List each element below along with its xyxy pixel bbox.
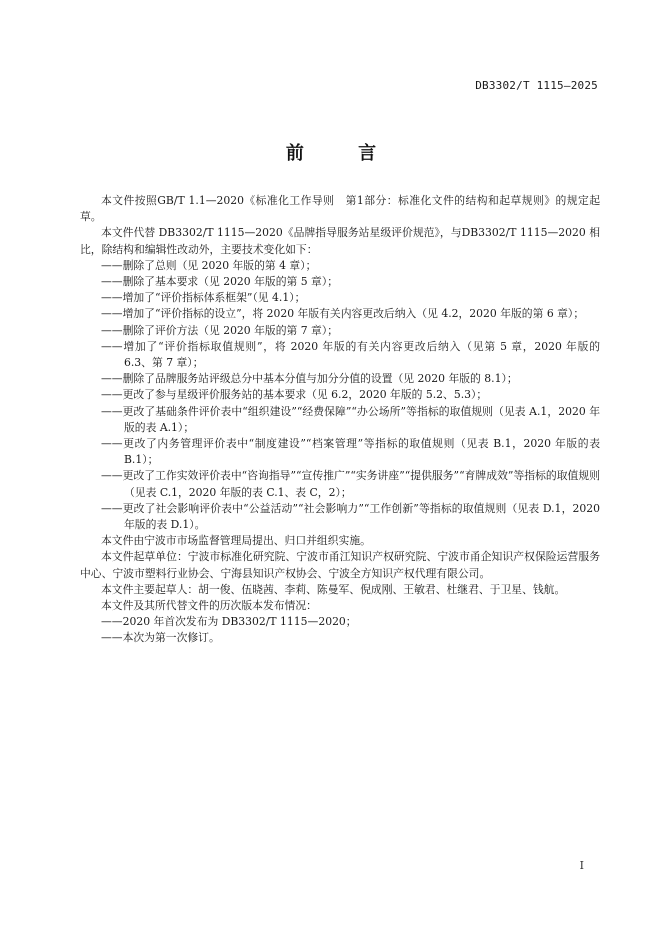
body-paragraph: 本文件由宁波市市场监督管理局提出、归口并组织实施。	[101, 534, 371, 548]
change-list-item: ——增加了“评价指标体系框架”（见 4.1）；	[101, 291, 306, 305]
body-paragraph: 本文件起草单位：宁波市标准化研究院、宁波市甬江知识产权研究院、宁波市甬企知识产权保险运营服务中心、宁波市塑料行业协会、宁海县知识产权协会、宁波全方知识产权代理有限公司。	[80, 550, 600, 580]
change-list-item: ——删除了基本要求（见 2020 年版的第 5 章）；	[101, 275, 339, 289]
change-list-item: ——删除了评价方法（见 2020 年版的第 7 章）；	[101, 323, 339, 337]
change-list-item: ——2020 年首次发布为 DB3302/T 1115—2020；	[101, 615, 357, 629]
document-code: DB3302/T 1115—2025	[475, 79, 598, 92]
change-list-item: ——增加了“评价指标取值规则”，将 2020 年版的有关内容更改后纳入（见第 5 章，2020 年版的 6.3、第 7 章）；	[101, 339, 600, 370]
change-list-item: ——更改了参与星级评价服务站的基本要求（见 6.2，2020 年版的 5.2、5.3）；	[101, 388, 488, 402]
change-list-item: ——更改了工作实效评价表中“咨询指导”“宣传推广”“实务讲座”“提供服务”“育牌成效”等指标的取值规则（见表 C.1，2020 年版的表 C.1、表 C，2）；	[101, 469, 600, 499]
change-list-item: ——更改了基础条件评价表中“组织建设”“经费保障”“办公场所”等指标的取值规则（见表 A.1，2020 年版的表 A.1）；	[101, 404, 600, 434]
body-paragraph: 本文件按照GB/T 1.1—2020《标准化工作导则 第1部分：标准化文件的结构和起草规则》的规定起草。	[80, 194, 600, 224]
change-list-item: ——更改了社会影响评价表中“公益活动”“社会影响力”“工作创新”等指标的取值规则（见表 D.1，2020 年版的表 D.1）。	[101, 501, 600, 532]
change-list-item: ——删除了品牌服务站评级总分中基本分值与加分分值的设置（见 2020 年版的 8.1）；	[101, 372, 518, 386]
page-number: I	[579, 859, 584, 872]
change-list-item: ——增加了“评价指标的设立”，将 2020 年版有关内容更改后纳入（见 4.2，2020 年版的第 6 章）；	[101, 307, 585, 321]
change-list-item: ——删除了总则（见 2020 年版的第 4 章）；	[101, 258, 317, 272]
body-paragraph: 本文件代替 DB3302/T 1115—2020《品牌指导服务站星级评价规范》，与DB3302/T 1115—2020 相比，除结构和编辑性改动外，主要技术变化如下：	[80, 226, 600, 256]
body-paragraph: 本文件主要起草人：胡一俊、伍晓茜、李莉、陈曼军、倪成刚、王敏君、杜继君、于卫星、钱航。	[101, 582, 566, 596]
body-paragraph: 本文件及其所代替文件的历次版本发布情况：	[101, 599, 317, 613]
change-list-item: ——本次为第一次修订。	[101, 631, 220, 645]
change-list-item: ——更改了内务管理评价表中“制度建设”“档案管理”等指标的取值规则（见表 B.1，2020 年版的表 B.1）；	[101, 437, 600, 467]
foreword-body	[80, 193, 600, 647]
page-title: 前 言	[285, 143, 401, 164]
